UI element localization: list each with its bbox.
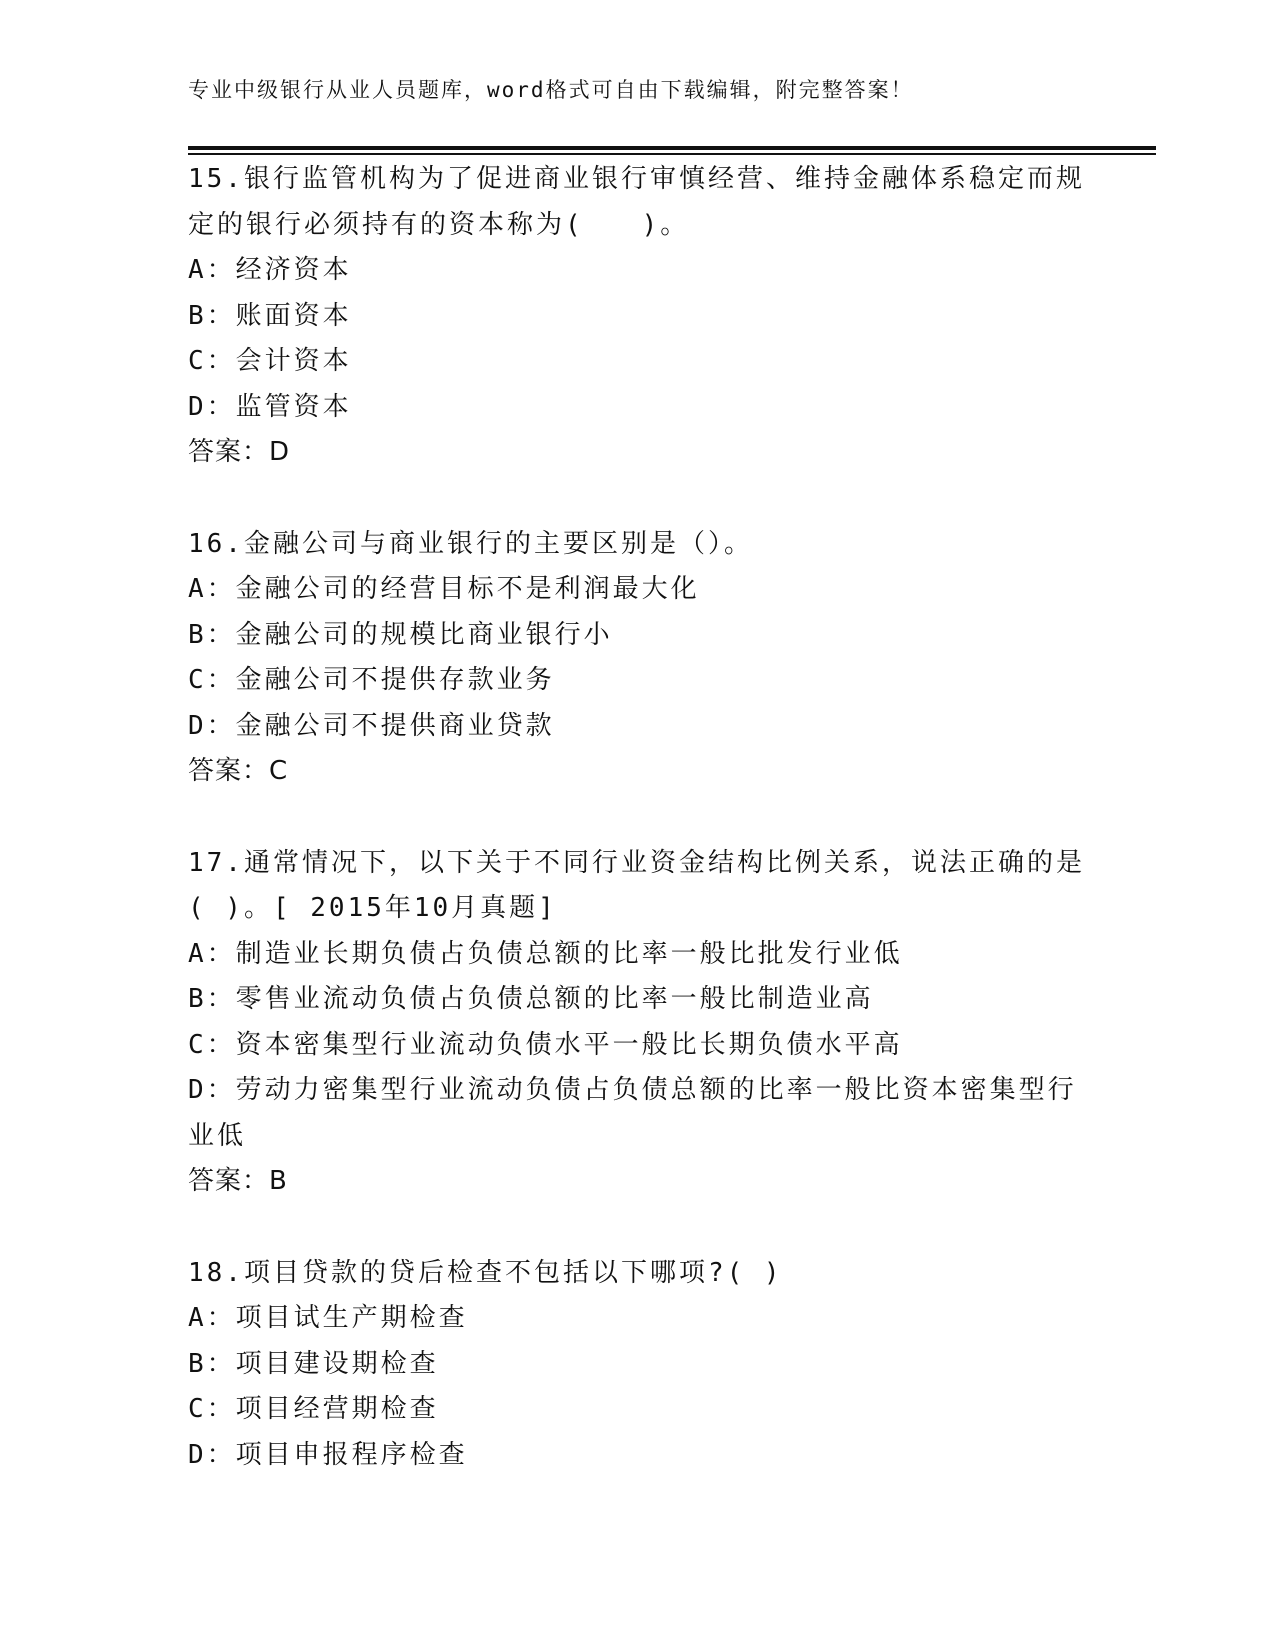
option-b: B：项目建设期检查 xyxy=(188,1348,439,1379)
question-18 xyxy=(188,1251,1088,1479)
option-b: B：金融公司的规模比商业银行小 xyxy=(188,619,613,650)
question-15 xyxy=(188,157,1088,476)
option-c: C：金融公司不提供存款业务 xyxy=(188,665,555,695)
option-a: A：制造业长期负债占负债总额的比率一般比批发行业低 xyxy=(188,938,903,969)
answer: 答案：B xyxy=(188,1166,288,1196)
question-stem: ( )。[ 2015年10月真题] xyxy=(188,893,557,923)
option-a: A：经济资本 xyxy=(188,255,352,285)
option-d: D：监管资本 xyxy=(188,391,352,422)
header-rule-thin xyxy=(188,153,1156,155)
page-header: 专业中级银行从业人员题库，word格式可自由下载编辑，附完整答案！ xyxy=(188,78,914,102)
question-stem: 17.通常情况下，以下关于不同行业资金结构比例关系，说法正确的是 xyxy=(188,847,1085,878)
spacer xyxy=(188,1205,1088,1251)
option-a: A：金融公司的经营目标不是利润最大化 xyxy=(188,574,700,604)
spacer xyxy=(188,795,1088,841)
spacer xyxy=(188,476,1088,522)
question-16 xyxy=(188,522,1088,795)
option-a: A：项目试生产期检查 xyxy=(188,1303,468,1333)
question-stem: 16.金融公司与商业银行的主要区别是（）。 xyxy=(188,528,753,559)
answer: 答案：D xyxy=(188,437,291,467)
answer: 答案：C xyxy=(188,756,289,786)
option-d-continued: 业低 xyxy=(188,1120,247,1151)
question-list xyxy=(188,157,1088,1478)
question-17 xyxy=(188,841,1088,1205)
question-stem: 15.银行监管机构为了促进商业银行审慎经营、维持金融体系稳定而规 xyxy=(188,164,1085,194)
option-c: C：项目经营期检查 xyxy=(188,1394,439,1424)
question-stem: 定的银行必须持有的资本称为( )。 xyxy=(188,209,690,240)
option-c: C：资本密集型行业流动负债水平一般比长期负债水平高 xyxy=(188,1029,903,1060)
option-d: D：金融公司不提供商业贷款 xyxy=(188,710,555,741)
option-d: D：劳动力密集型行业流动负债占负债总额的比率一般比资本密集型行 xyxy=(188,1075,1077,1105)
header-rule-thick xyxy=(188,146,1156,150)
option-c: C：会计资本 xyxy=(188,346,352,376)
option-b: B：账面资本 xyxy=(188,300,352,331)
option-d: D：项目申报程序检查 xyxy=(188,1439,468,1470)
option-b: B：零售业流动负债占负债总额的比率一般比制造业高 xyxy=(188,984,874,1014)
question-stem: 18.项目贷款的贷后检查不包括以下哪项?( ) xyxy=(188,1257,783,1288)
